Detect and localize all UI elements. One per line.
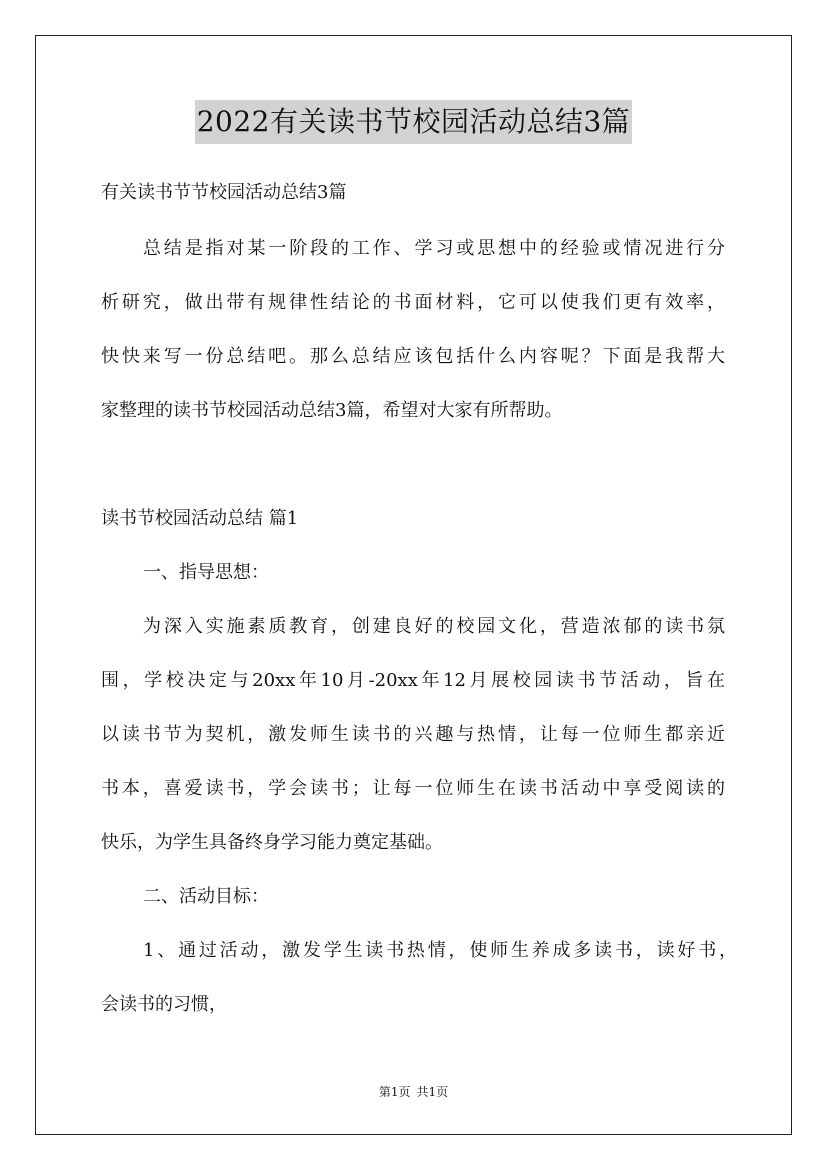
part1-line-1: 为深入实施素质教育，创建良好的校园文化，营造浓郁的读书氛 xyxy=(143,616,725,637)
title-container xyxy=(0,100,827,144)
intro-line-3: 快快来写一份总结吧。那么总结应该包括什么内容呢？下面是我帮大 xyxy=(101,346,725,367)
goal1-line-1: 1、通过活动，激发学生读书热情，使师生养成多读书，读好书， xyxy=(143,940,737,961)
document-title: 2022有关读书节校园活动总结3篇 xyxy=(195,100,633,144)
part2-heading: 二、活动目标： xyxy=(143,886,269,907)
intro-line-1: 总结是指对某一阶段的工作、学习或思想中的经验或情况进行分 xyxy=(143,238,725,259)
part1-line-5: 快乐，为学生具备终身学习能力奠定基础。 xyxy=(101,832,443,853)
page-number: 第1页 xyxy=(378,1085,411,1099)
page-footer xyxy=(0,1084,827,1100)
intro-line-2: 析研究，做出带有规律性结论的书面材料，它可以使我们更有效率， xyxy=(101,292,725,313)
part1-line-3: 以读书节为契机，激发师生读书的兴趣与热情，让每一位师生都亲近 xyxy=(101,724,725,745)
goal1-line-2: 会读书的习惯， xyxy=(101,994,227,1015)
part1-heading: 一、指导思想： xyxy=(143,562,269,583)
document-subtitle: 有关读书节节校园活动总结3篇 xyxy=(101,182,347,203)
intro-line-4: 家整理的读书节校园活动总结3篇，希望对大家有所帮助。 xyxy=(101,400,563,421)
part1-line-2: 围，学校决定与20xx年10月-20xx年12月展校园读书节活动，旨在 xyxy=(101,670,725,691)
page-total: 共1页 xyxy=(416,1085,449,1099)
section-heading: 读书节校园活动总结 篇1 xyxy=(101,508,299,529)
part1-line-4: 书本，喜爱读书，学会读书；让每一位师生在读书活动中享受阅读的 xyxy=(101,778,725,799)
